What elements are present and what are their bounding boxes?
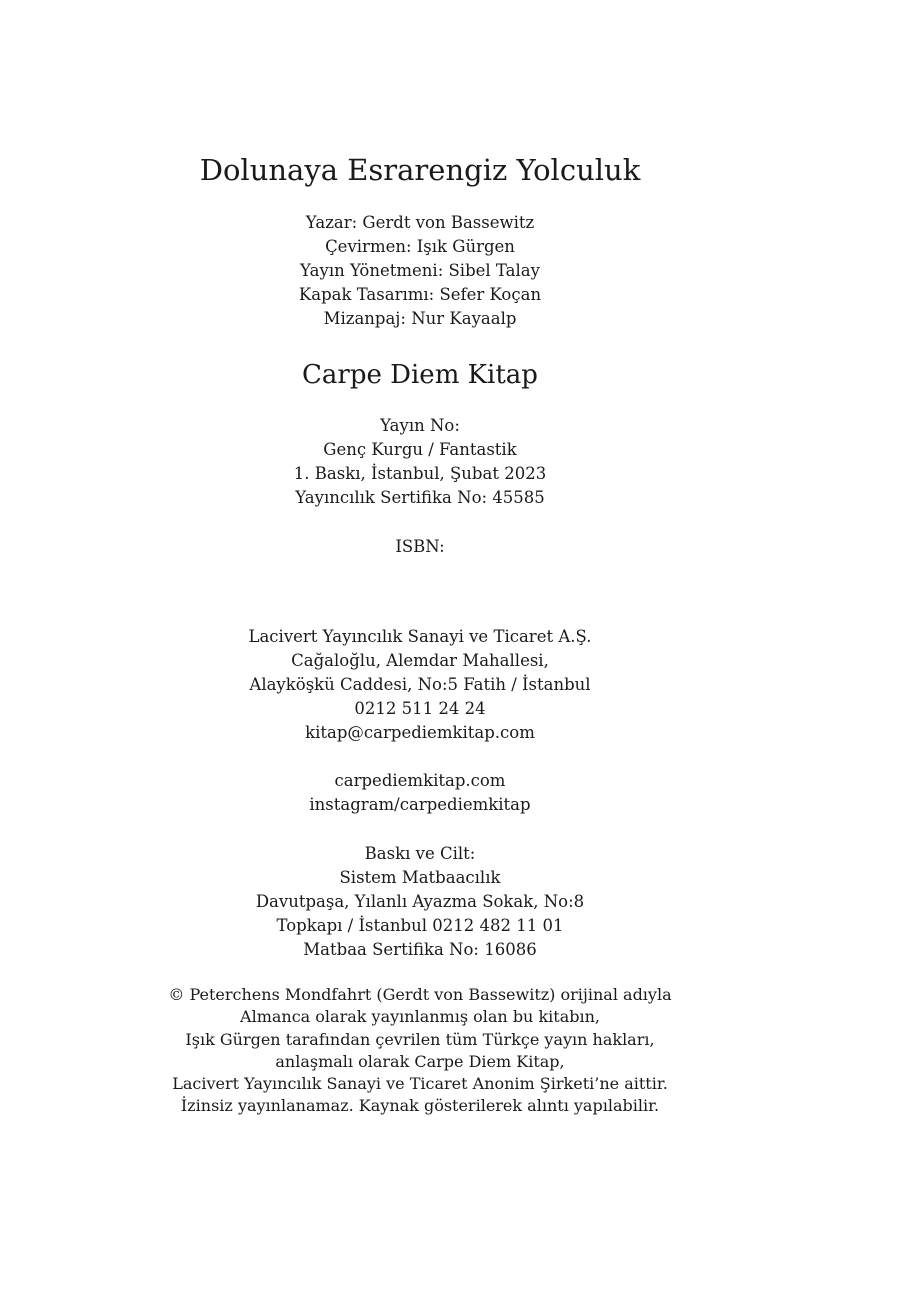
copyright-notice bbox=[0, 984, 840, 1118]
credit-translator: Çevirmen: Işık Gürgen bbox=[325, 237, 515, 256]
isbn-block bbox=[0, 535, 840, 559]
printer-address-2: Topkapı / İstanbul 0212 482 11 01 bbox=[276, 916, 564, 935]
copyright-line: © Peterchens Mondfahrt (Gerdt von Bassewitz) orijinal adıyla bbox=[168, 985, 672, 1004]
publication-edition: 1. Baskı, İstanbul, Şubat 2023 bbox=[293, 464, 547, 483]
printer-name: Sistem Matbaacılık bbox=[339, 868, 501, 887]
copyright-line: Işık Gürgen tarafından çevrilen tüm Türkçe yayın hakları, bbox=[185, 1029, 655, 1049]
copyright-line: anlaşmalı olarak Carpe Diem Kitap, bbox=[275, 1051, 565, 1071]
publisher-address bbox=[0, 625, 840, 745]
credit-author: Yazar: Gerdt von Bassewitz bbox=[305, 213, 535, 232]
copyright-line: Almanca olarak yayınlanmış olan bu kitabın, bbox=[240, 1007, 600, 1027]
company-name: Lacivert Yayıncılık Sanayi ve Ticaret A.Ş. bbox=[248, 627, 592, 646]
credit-cover-design: Kapak Tasarımı: Sefer Koçan bbox=[298, 285, 542, 304]
publication-info bbox=[0, 414, 840, 510]
instagram: instagram/carpediemkitap bbox=[309, 795, 531, 814]
printer-certificate: Matbaa Sertifika No: 16086 bbox=[303, 940, 537, 959]
publication-number: Yayın No: bbox=[380, 416, 460, 435]
publisher-certificate: Yayıncılık Sertifika No: 45585 bbox=[295, 488, 545, 507]
address-line-1: Cağaloğlu, Alemdar Mahallesi, bbox=[291, 651, 549, 670]
printer-address-1: Davutpaşa, Yılanlı Ayazma Sokak, No:8 bbox=[255, 892, 585, 911]
address-line-2: Alayköşkü Caddesi, No:5 Fatih / İstanbul bbox=[249, 675, 591, 694]
printer-info bbox=[0, 842, 840, 962]
website: carpediemkitap.com bbox=[334, 771, 506, 790]
credits-list bbox=[0, 211, 840, 331]
web-links bbox=[0, 769, 840, 817]
book-title: Dolunaya Esrarengiz Yolculuk bbox=[199, 153, 641, 187]
phone-number: 0212 511 24 24 bbox=[354, 699, 486, 718]
publication-genre: Genç Kurgu / Fantastik bbox=[323, 440, 517, 459]
copyright-line: Lacivert Yayıncılık Sanayi ve Ticaret Anonim Şirketi’ne aittir. bbox=[172, 1074, 668, 1094]
printer-label: Baskı ve Cilt: bbox=[364, 844, 476, 863]
isbn-label: ISBN: bbox=[395, 537, 445, 556]
credit-editor: Yayın Yönetmeni: Sibel Talay bbox=[300, 261, 540, 280]
copyright-line: İzinsiz yayınlanamaz. Kaynak gösterilerek alıntı yapılabilir. bbox=[180, 1096, 660, 1116]
email-address: kitap@carpediemkitap.com bbox=[305, 723, 535, 742]
publisher-name: Carpe Diem Kitap bbox=[302, 360, 538, 390]
credit-layout: Mizanpaj: Nur Kayaalp bbox=[323, 309, 517, 328]
